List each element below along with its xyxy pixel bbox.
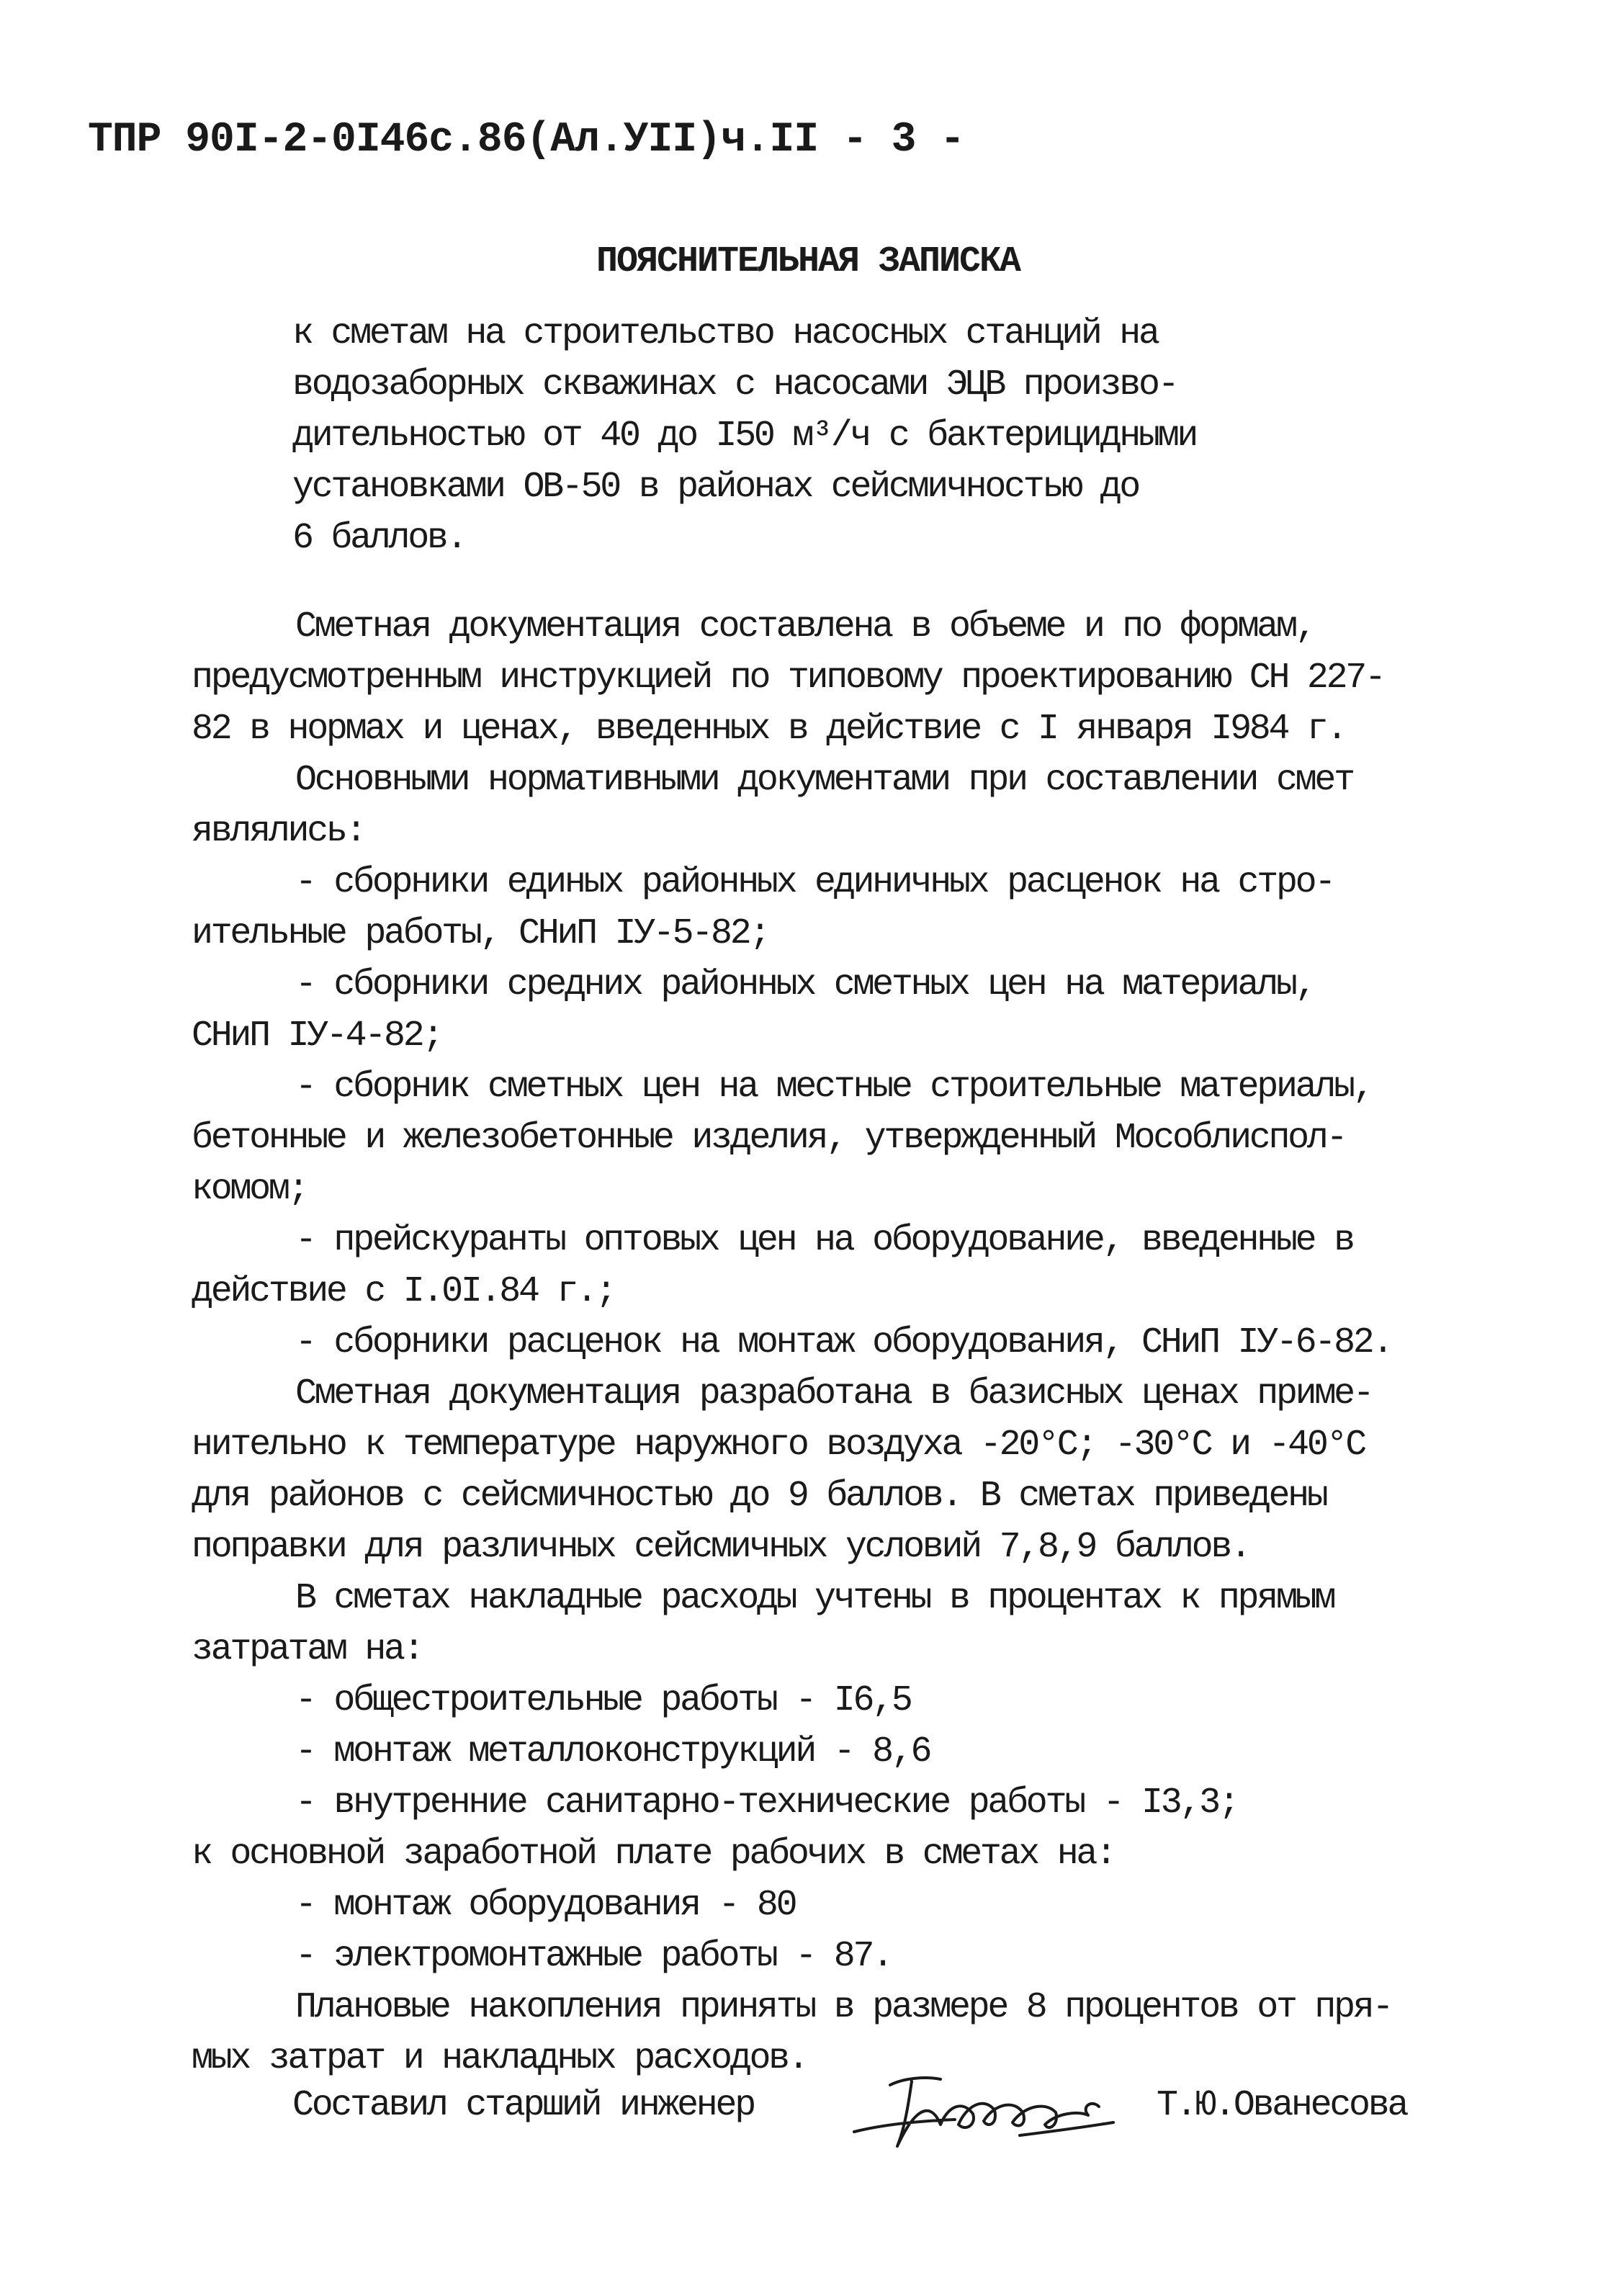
handwritten-signature-icon [840, 2056, 1128, 2157]
body-line: поправки для различных сейсмичных условий 7,8,9 баллов. [192, 1527, 1249, 1568]
body-line: В сметах накладные расходы учтены в процентах к прямым [295, 1578, 1334, 1619]
subtitle-block [292, 308, 1196, 564]
subtitle-line: водозаборных скважинах с насосами ЭЦВ произво- [292, 364, 1177, 405]
body-line: - сборники средних районных сметных цен на материалы, [295, 964, 1315, 1005]
subtitle-line: установками ОВ-50 в районах сейсмичностью до [292, 467, 1139, 508]
body-line: - электромонтажные работы - 87. [295, 1936, 892, 1977]
body-line: действие с I.0I.84 г.; [192, 1271, 615, 1312]
signature-name: Т.Ю.Ованесова [1157, 2085, 1407, 2126]
page-title: ПОЯСНИТЕЛЬНАЯ ЗАПИСКА [596, 241, 1020, 282]
signature-role: Составил старший инженер [292, 2085, 754, 2126]
body-line: - сборники единых районных единичных расценок на стро- [295, 862, 1334, 903]
body-line: - прейскуранты оптовых цен на оборудование, введенные в [295, 1220, 1353, 1261]
body-line: нительно к температуре наружного воздуха -20°С; -30°С и -40°С [192, 1425, 1365, 1466]
body-line: - монтаж оборудования - 80 [295, 1885, 796, 1926]
body-line: 82 в нормах и ценах, введенных в действие с I января I984 г. [192, 709, 1346, 750]
body-line: Сметная документация составлена в объеме и по формам, [295, 606, 1315, 647]
body-line: СНиП IУ-4-82; [192, 1015, 442, 1057]
body-line: - общестроительные работы - I6,5 [295, 1680, 911, 1721]
body-line: комом; [192, 1169, 308, 1210]
body-line: - внутренние санитарно-технические работы - I3,3; [295, 1782, 1238, 1824]
body-line: к основной заработной плате рабочих в сметах на: [192, 1834, 1115, 1875]
subtitle-line: 6 баллов. [292, 518, 466, 559]
body-text [192, 601, 1531, 2084]
body-line: Плановые накопления приняты в размере 8 процентов от пря- [295, 1987, 1392, 2028]
body-line: Основными нормативными документами при составлении смет [295, 760, 1353, 801]
body-line: мых затрат и накладных расходов. [192, 2038, 807, 2079]
body-line: - монтаж металлоконструкций - 8,6 [295, 1731, 930, 1772]
body-line: являлись: [192, 811, 365, 852]
body-line: - сборник сметных цен на местные строительные материалы, [295, 1067, 1373, 1108]
body-line: Сметная документация разработана в базисных ценах приме- [295, 1373, 1373, 1414]
body-line: - сборники расценок на монтаж оборудования, СНиП IУ-6-82. [295, 1322, 1392, 1363]
body-line: для районов с сейсмичностью до 9 баллов. В сметах приведены [192, 1476, 1327, 1517]
body-line: бетонные и железобетонные изделия, утвержденный Мособлиспол- [192, 1118, 1346, 1159]
document-code-header: ТПР 90I-2-0I46с.86(Ал.УII)ч.II - 3 - [88, 117, 965, 163]
subtitle-line: дительностью от 40 до I50 м³/ч с бактерицидными [292, 416, 1197, 457]
subtitle-line: к сметам на строительство насосных станций на [292, 313, 1158, 354]
body-line: предусмотренным инструкцией по типовому проектированию СН 227- [192, 658, 1384, 699]
body-line: ительные работы, СНиП IУ-5-82; [192, 913, 769, 954]
body-line: затратам на: [192, 1629, 423, 1670]
signature-block [292, 2085, 1445, 2193]
